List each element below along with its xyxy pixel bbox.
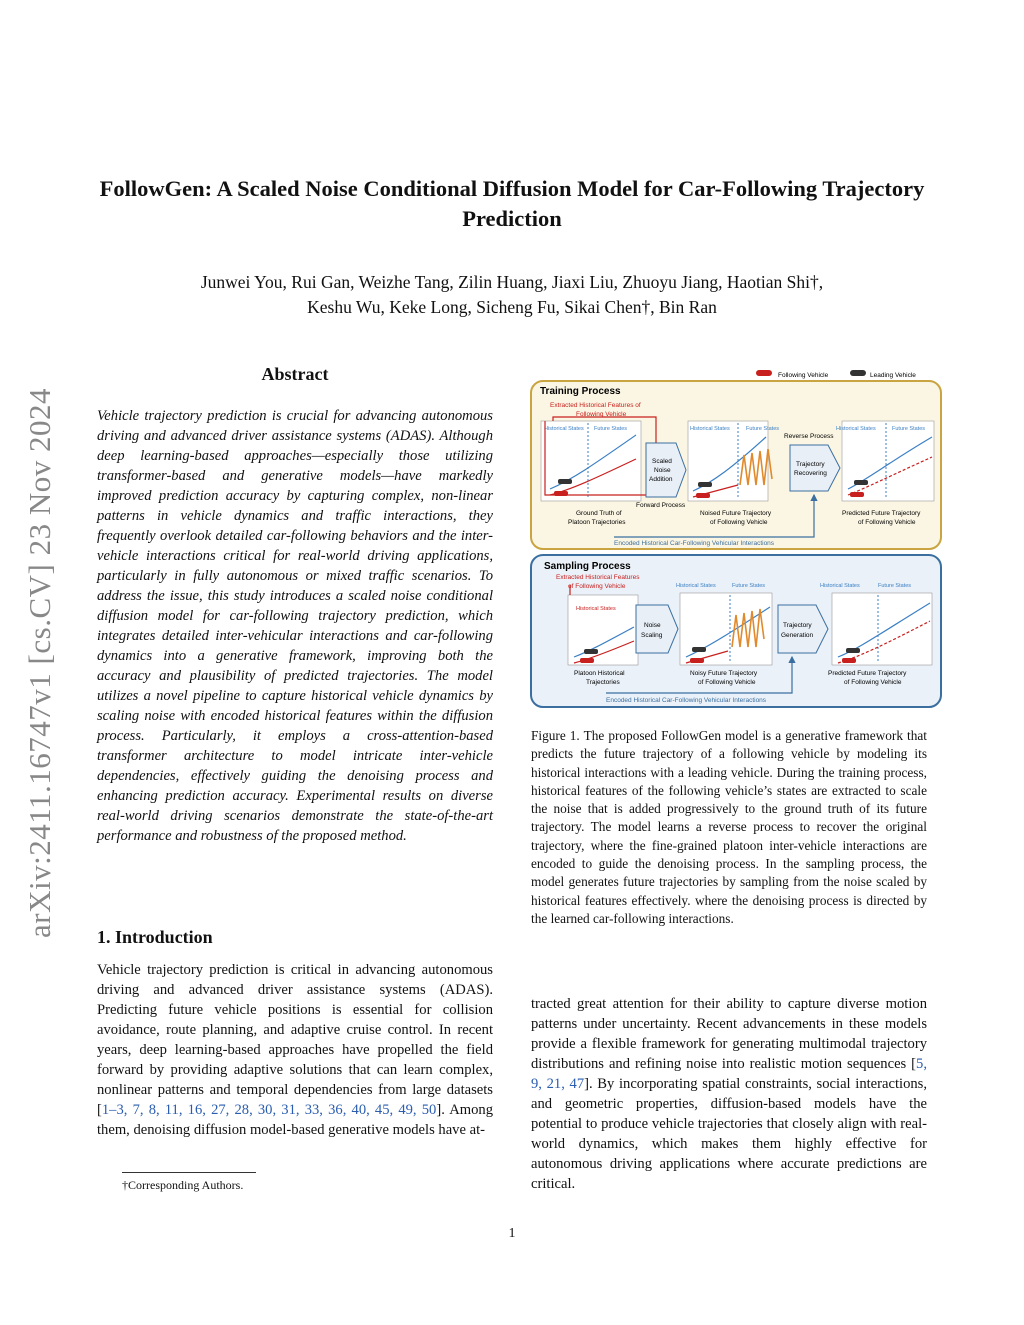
car-icon bbox=[558, 479, 572, 484]
training-hist-states-1: Historical States bbox=[544, 426, 584, 432]
sampling-extracted-1: Extracted Historical Features bbox=[556, 574, 640, 581]
svg-text:Predicted Future Trajectory: Predicted Future Trajectory bbox=[828, 670, 907, 677]
legend-following-car-icon bbox=[756, 370, 772, 376]
svg-text:Addition: Addition bbox=[649, 476, 673, 483]
forward-process-label: Forward Process bbox=[636, 502, 686, 509]
training-future-states-1: Future States bbox=[594, 426, 628, 432]
svg-text:Noise: Noise bbox=[654, 467, 671, 474]
svg-text:Noisy Future Trajectory: Noisy Future Trajectory bbox=[690, 670, 758, 677]
sampling-encoded-label: Encoded Historical Car-Following Vehicular Interactions bbox=[606, 697, 767, 704]
sampling-future-states-3: Future States bbox=[878, 583, 912, 589]
training-extracted-2: Following Vehicle bbox=[576, 411, 627, 418]
intro-text-tail: ]. Among them, denoising diffusion model-based generative models have at- bbox=[97, 1102, 493, 1138]
legend-leading: Leading Vehicle bbox=[870, 372, 916, 379]
svg-text:Scaling: Scaling bbox=[641, 632, 663, 639]
footnote: †Corresponding Authors. bbox=[122, 1178, 244, 1192]
svg-text:Noised Future Trajectory: Noised Future Trajectory bbox=[700, 510, 772, 517]
svg-text:Noise: Noise bbox=[644, 622, 661, 629]
page-number: 1 bbox=[508, 1226, 516, 1241]
paper-title: FollowGen: A Scaled Noise Conditional Diffusion Model for Car-Following Trajectory Prediction bbox=[99, 176, 925, 231]
legend-following: Following Vehicle bbox=[778, 372, 829, 379]
training-extracted-1: Extracted Historical Features of bbox=[550, 402, 641, 409]
car-icon bbox=[850, 492, 864, 497]
right-text-tail: ]. By incorporating spatial constraints, social interactions, and geometric properties, diffusion-based models have the potential to produce vehicle trajectories that closely align with real-world dynamics, which makes them highly effective for autonomous driving applications where accurate predictions are critical. bbox=[531, 1076, 927, 1192]
sampling-extracted-2: of Following Vehicle bbox=[568, 583, 626, 590]
right-column-paragraph bbox=[531, 994, 927, 1194]
car-icon bbox=[690, 658, 704, 663]
section-heading-introduction: 1. Introduction bbox=[97, 927, 213, 947]
car-icon bbox=[846, 648, 860, 653]
svg-text:Platoon Trajectories: Platoon Trajectories bbox=[568, 519, 626, 526]
authors-line-1: Junwei You, Rui Gan, Weizhe Tang, Zilin Huang, Jiaxi Liu, Zhuoyu Jiang, Haotian Shi†, bbox=[200, 272, 824, 292]
reverse-process-label: Reverse Process bbox=[784, 433, 834, 440]
car-icon bbox=[696, 493, 710, 498]
abstract-body: Vehicle trajectory prediction is crucial for advancing autonomous driving and advanced driver assistance systems (ADAS). Although deep learning-based approaches—especially those utilizing transformer-based and generative models—have markedly improved prediction accuracy by capturing complex, non-linear patterns in vehicle dynamics and traffic interactions, they frequently overlook detailed car-following behaviors and the inter-vehicle interactions critical for real-world driving applications, particularly in fully autonomous or mixed traffic scenarios. To address the issue, this study introduces a scaled noise conditional diffusion model for car-following trajectory prediction, which integrates detailed inter-vehicular interactions and car-following dynamics into a generative framework, improving both the accuracy and plausibility of predicted trajectories. The model utilizes a novel pipeline to capture historical vehicle dynamics by scaling noise with encoded historical features within the diffusion process. Particularly, it employs a cross-attention-based transformer architecture to model intricate inter-vehicle dependencies, effectively guiding the denoising process and enhancing prediction accuracy. Experimental results on diverse real-world driving scenarios demonstrate the state-of-the-art performance and robustness of the proposed method. bbox=[97, 408, 493, 844]
svg-text:Scaled: Scaled bbox=[652, 458, 672, 465]
right-citations[interactable]: 5, 9, 21, 47 bbox=[531, 1056, 927, 1092]
intro-text: Vehicle trajectory prediction is critical in advancing autonomous driving and advanced driver assistance systems (ADAS). Predicting future vehicle positions is essential for collision avoidance, route planning, and adaptive cruise control. In recent years, deep learning-based approaches have propelled the field forward by providing adaptive solutions that can learn complex, nonlinear patterns and temporal dependencies from large datasets [ bbox=[97, 962, 493, 1118]
car-icon bbox=[584, 649, 598, 654]
sampling-title: Sampling Process bbox=[544, 561, 631, 572]
svg-text:Recovering: Recovering bbox=[794, 470, 827, 477]
car-icon bbox=[580, 658, 594, 663]
svg-text:of Following Vehicle: of Following Vehicle bbox=[858, 519, 916, 526]
svg-text:Trajectory: Trajectory bbox=[783, 622, 812, 629]
svg-text:Predicted Future Trajectory: Predicted Future Trajectory bbox=[842, 510, 921, 517]
training-hist-states-3: Historical States bbox=[836, 426, 876, 432]
sampling-future-states-2: Future States bbox=[732, 583, 766, 589]
sampling-hist-states-3: Historical States bbox=[820, 583, 860, 589]
authors-line-2: Keshu Wu, Keke Long, Sicheng Fu, Sikai Chen†, Bin Ran bbox=[307, 297, 717, 317]
introduction-paragraph bbox=[97, 960, 493, 1140]
training-encoded-label: Encoded Historical Car-Following Vehicular Interactions bbox=[614, 540, 775, 547]
training-hist-states-2: Historical States bbox=[690, 426, 730, 432]
svg-text:of Following Vehicle: of Following Vehicle bbox=[698, 679, 756, 686]
arxiv-stamp: arXiv:2411.16747v1 [cs.CV] 23 Nov 2024 bbox=[22, 388, 57, 938]
figure-1-caption: Figure 1. The proposed FollowGen model is a generative framework that predicts the future trajectory of a following vehicle by modeling its historical interactions with a leading vehicle. During the training process, historical features of the following vehicle’s states are extracted to scale the noise that is added progressively to the ground truth of its future trajectory. The model learns a reverse process to recover the original trajectory, where the fine-grained platoon inter-vehicle interactions are encoded to guide the denoising process. In the sampling process, the model generates future trajectories by sampling from the noise scaled by historical features effectively. where the denoising process is directed by the learned car-following interactions. bbox=[531, 728, 927, 926]
training-future-states-3: Future States bbox=[892, 426, 926, 432]
car-icon bbox=[842, 658, 856, 663]
svg-text:Trajectories: Trajectories bbox=[586, 679, 620, 686]
svg-text:Generation: Generation bbox=[781, 632, 814, 639]
abstract-heading: Abstract bbox=[261, 364, 329, 384]
training-future-states-2: Future States bbox=[746, 426, 780, 432]
sampling-hist-states-2: Historical States bbox=[676, 583, 716, 589]
car-icon bbox=[698, 482, 712, 487]
sampling-hist-states-1: Historical States bbox=[576, 606, 616, 612]
svg-text:of Following Vehicle: of Following Vehicle bbox=[844, 679, 902, 686]
figure-1-diagram bbox=[528, 367, 948, 712]
author-list bbox=[60, 270, 964, 320]
legend-leading-car-icon bbox=[850, 370, 866, 376]
svg-text:Trajectory: Trajectory bbox=[796, 461, 825, 468]
footnote-rule bbox=[122, 1172, 256, 1173]
training-title: Training Process bbox=[540, 386, 621, 397]
intro-citations[interactable]: 1–3, 7, 8, 11, 16, 27, 28, 30, 31, 33, 36, 40, 45, 49, 50 bbox=[101, 1102, 437, 1118]
right-text-head: tracted great attention for their ability to capture diverse motion patterns under uncertainty. Recent advancements in these models provide a flexible framework for generating multimodal trajectory distributions and refining noise into realistic motion sequences [ bbox=[531, 996, 927, 1072]
car-icon bbox=[692, 647, 706, 652]
svg-text:Platoon Historical: Platoon Historical bbox=[574, 670, 625, 677]
svg-text:of Following Vehicle: of Following Vehicle bbox=[710, 519, 768, 526]
svg-text:Ground Truth of: Ground Truth of bbox=[576, 510, 622, 517]
car-icon bbox=[854, 480, 868, 485]
